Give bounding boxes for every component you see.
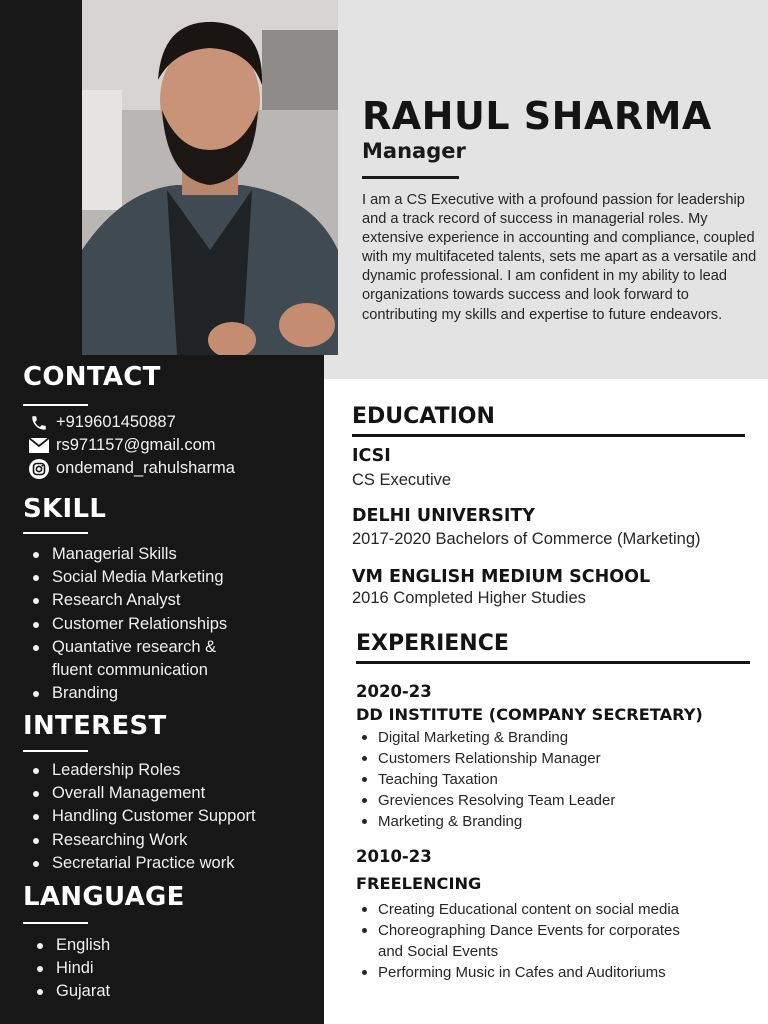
skill-divider [23,532,88,534]
list-item: Customer Relationships [52,613,227,636]
education-detail: 2017-2020 Bachelors of Commerce (Marketing) [352,530,701,548]
list-item: Overall Management [52,782,256,805]
education-heading: EDUCATION [352,404,495,429]
contact-instagram[interactable] [28,459,235,478]
skill-heading: SKILL [23,494,107,524]
interest-heading: INTEREST [23,711,167,741]
education-divider [352,434,745,437]
list-item: Research Analyst [52,589,227,612]
list-item: English [56,934,110,957]
language-list [56,934,110,1004]
language-heading: LANGUAGE [23,882,185,912]
experience-years: 2020-23 [356,682,432,701]
list-item: Hindi [56,957,110,980]
list-item: Researching Work [52,829,256,852]
profile-photo-illustration [82,0,338,355]
list-item: Branding [52,682,227,705]
education-institution: DELHI UNIVERSITY [352,506,535,526]
language-divider [23,922,88,924]
experience-duties [378,899,748,983]
list-item: Marketing & Branding [378,811,748,832]
list-item: Digital Marketing & Branding [378,727,748,748]
email-address: rs971157@gmail.com [56,436,216,454]
list-item: Quantative research & [52,636,227,659]
list-item: Greviences Resolving Team Leader [378,790,748,811]
phone-number: +919601450887 [56,413,176,431]
contact-email[interactable] [28,436,216,455]
list-item: Choreographing Dance Events for corporates [378,920,748,941]
experience-divider [356,661,750,664]
experience-organization: DD INSTITUTE (COMPANY SECRETARY) [356,705,703,724]
list-item: Managerial Skills [52,543,227,566]
instagram-handle: ondemand_rahulsharma [56,459,235,477]
title-divider [362,176,459,179]
mail-icon [28,437,50,455]
list-item-continuation: fluent communication [52,661,208,680]
experience-duties [378,727,748,832]
list-item: Secretarial Practice work [52,852,256,875]
profile-photo [82,0,338,355]
contact-phone[interactable] [28,413,176,432]
list-item-continuation: and Social Events [378,943,499,960]
education-detail: CS Executive [352,471,452,489]
experience-heading: EXPERIENCE [356,631,509,656]
list-item: Handling Customer Support [52,805,256,828]
list-item: Social Media Marketing [52,566,227,589]
instagram-icon [28,460,50,478]
education-institution: ICSI [352,446,391,466]
list-item: Gujarat [56,980,110,1003]
contact-divider [23,404,88,406]
experience-organization: FREELENCING [356,874,482,893]
contact-heading: CONTACT [23,362,161,392]
profile-summary: I am a CS Executive with a profound passion for leadership and a track record of success in managerial roles. My extensive experience in accounting and compliance, coupled with my multifaceted talents, sets me apart as a versatile and dynamic professional. I am confident in my ability to lead organizations towards success and look forward to contributing my skills and expertise to future endeavors. [362,192,757,323]
experience-years: 2010-23 [356,847,432,866]
phone-icon [28,414,50,432]
education-detail: 2016 Completed Higher Studies [352,589,586,607]
education-institution: VM ENGLISH MEDIUM SCHOOL [352,567,651,587]
person-name: RAHUL SHARMA [362,94,712,138]
interest-divider [23,750,88,752]
skill-list [52,543,227,705]
list-item: Leadership Roles [52,759,256,782]
list-item: Customers Relationship Manager [378,748,748,769]
job-title: Manager [362,139,466,163]
list-item: Performing Music in Cafes and Auditoriums [378,962,748,983]
interest-list [52,759,256,875]
list-item: Creating Educational content on social media [378,899,748,920]
list-item: Teaching Taxation [378,769,748,790]
